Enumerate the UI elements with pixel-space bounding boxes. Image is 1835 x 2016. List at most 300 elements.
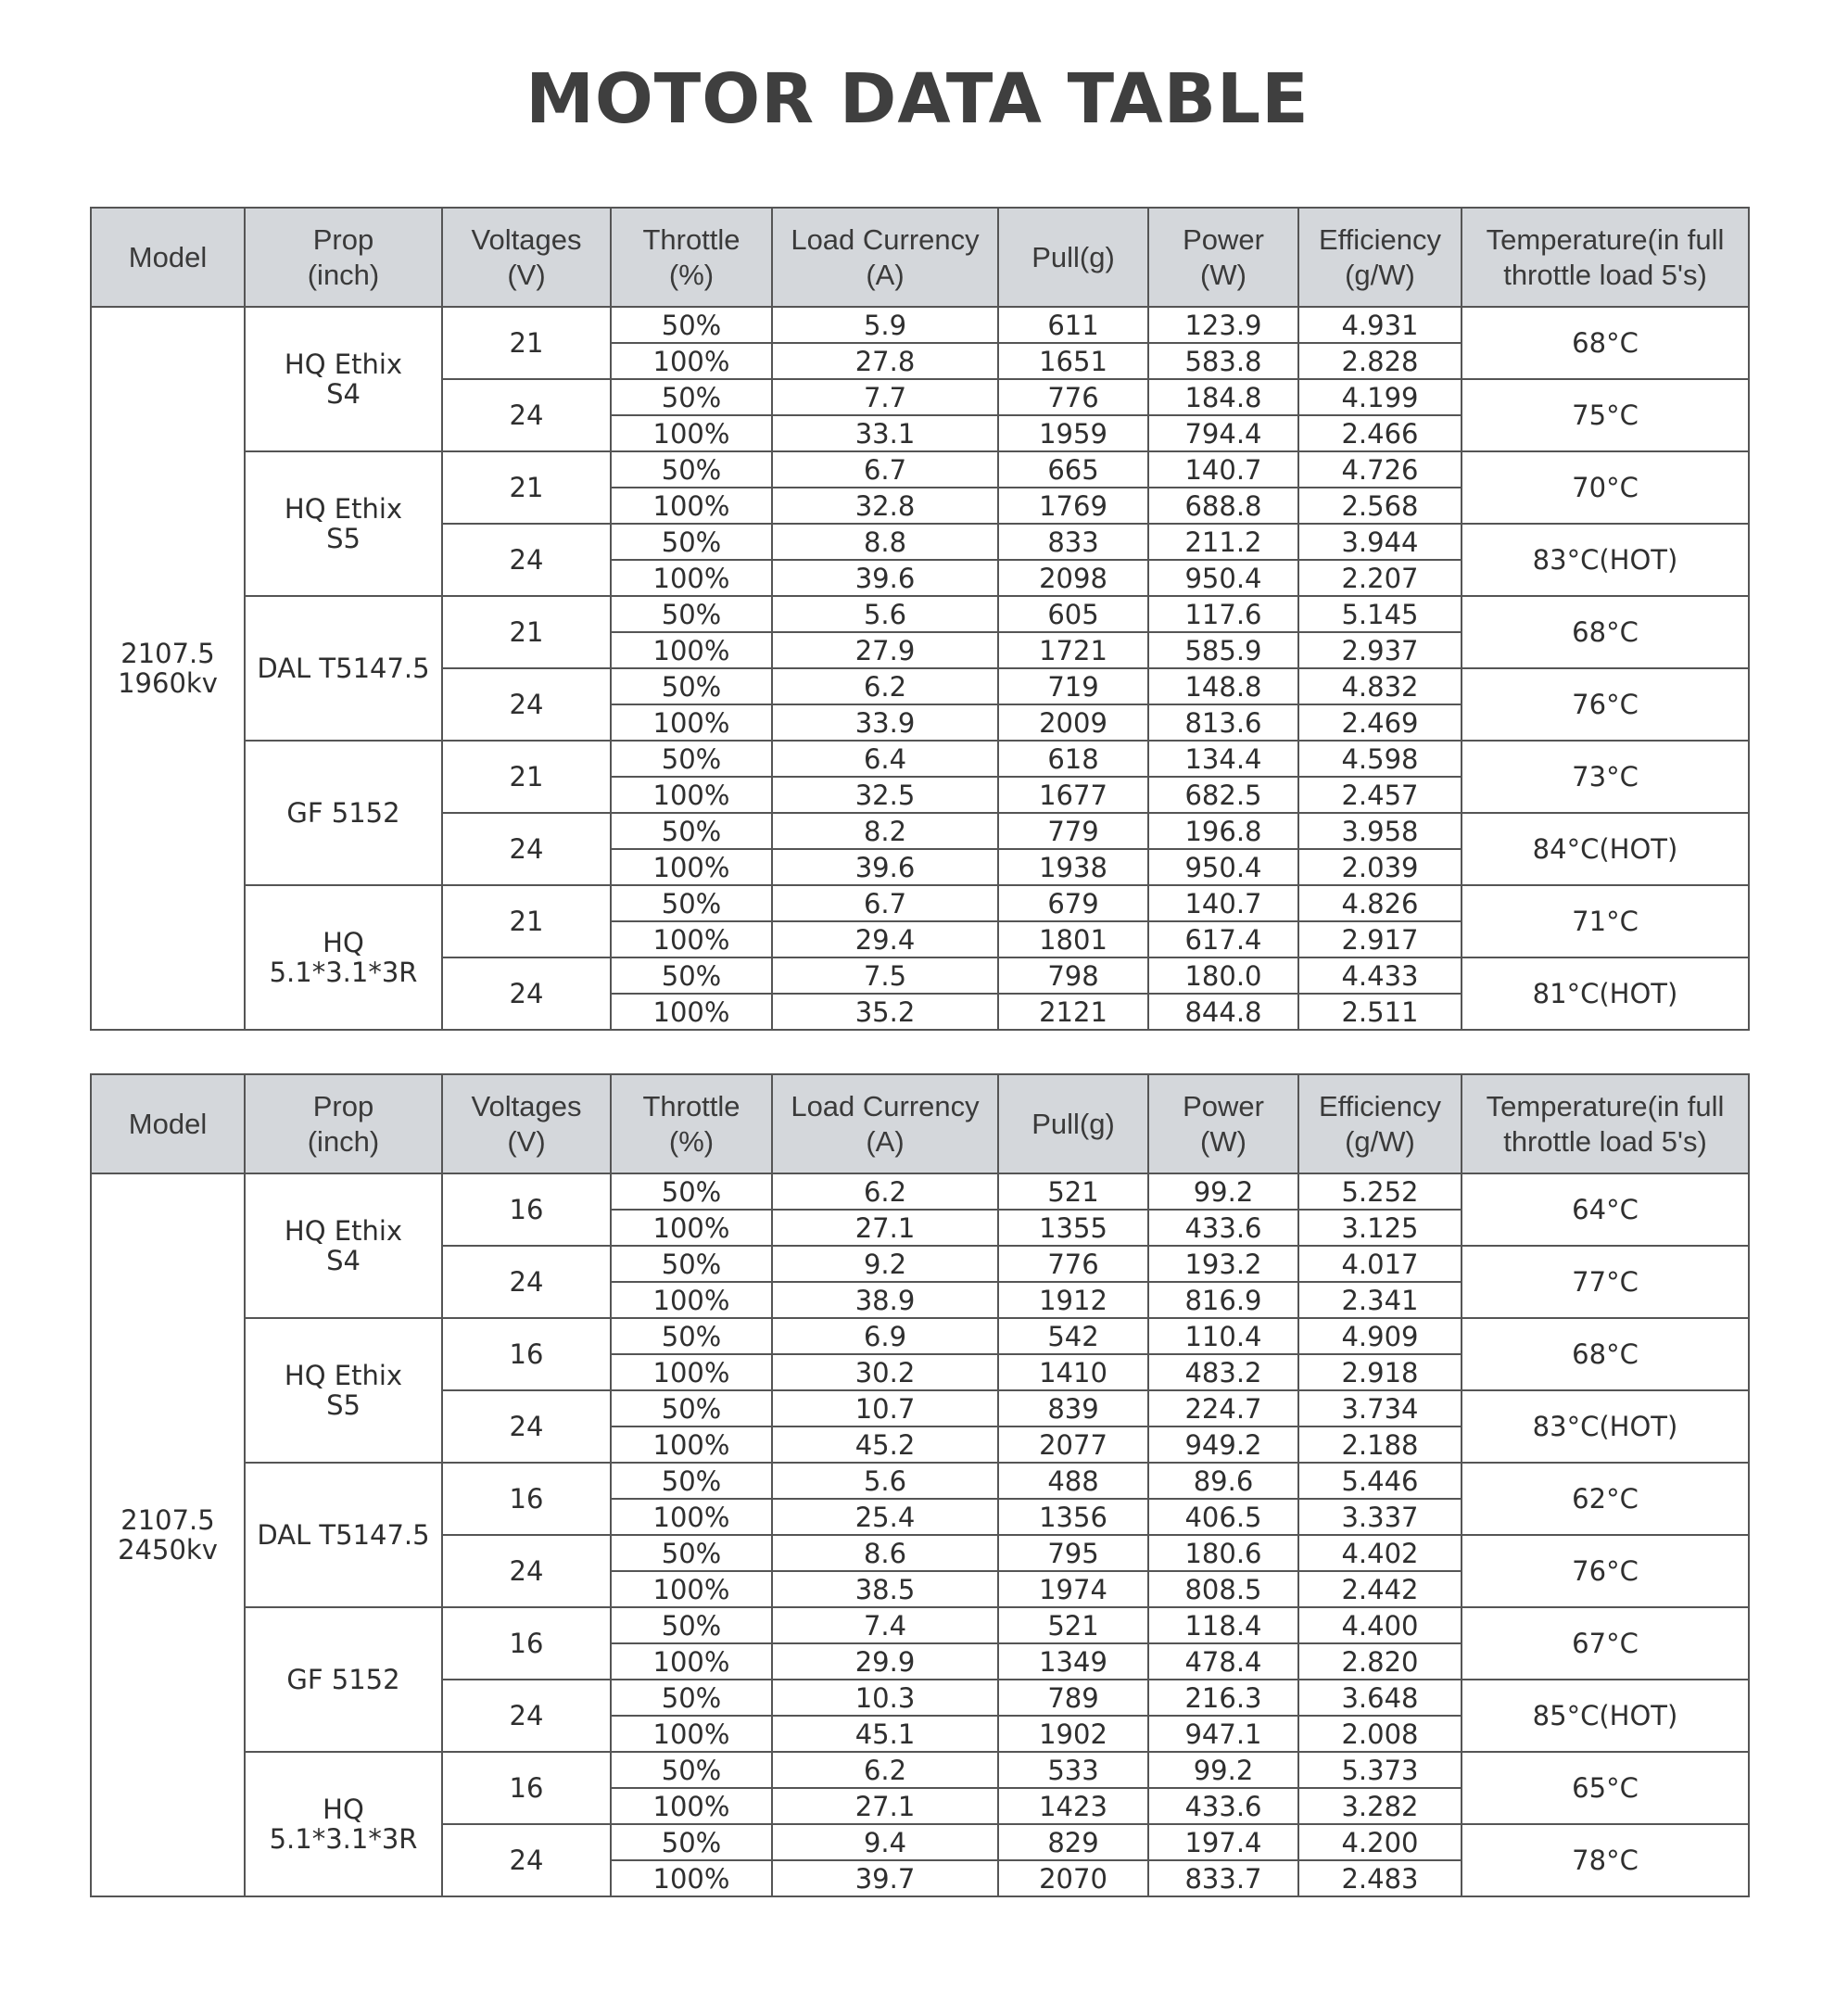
power-cell: 406.5: [1148, 1499, 1298, 1535]
pull-cell: 795: [998, 1535, 1148, 1571]
power-cell: 99.2: [1148, 1173, 1298, 1210]
power-cell: 110.4: [1148, 1318, 1298, 1354]
prop-cell: [245, 596, 442, 741]
pull-cell: 665: [998, 451, 1148, 488]
pull-cell: 1721: [998, 632, 1148, 668]
current-cell: 45.1: [772, 1716, 998, 1752]
power-cell: 184.8: [1148, 379, 1298, 415]
header-label-line: Pull(g): [1031, 240, 1115, 273]
efficiency-cell: 4.826: [1298, 885, 1462, 921]
efficiency-cell: 4.931: [1298, 307, 1462, 343]
table-row: [91, 885, 1749, 921]
prop-label-line: HQ: [323, 927, 364, 958]
efficiency-cell: 5.373: [1298, 1752, 1462, 1788]
voltage-cell: 21: [442, 741, 611, 813]
throttle-cell: 100%: [611, 1499, 772, 1535]
power-cell: 99.2: [1148, 1752, 1298, 1788]
throttle-cell: 100%: [611, 777, 772, 813]
current-cell: 27.8: [772, 343, 998, 379]
current-cell: 8.2: [772, 813, 998, 849]
temperature-cell: 76°C: [1462, 668, 1749, 741]
power-cell: 193.2: [1148, 1246, 1298, 1282]
throttle-cell: 50%: [611, 379, 772, 415]
temperature-cell: 64°C: [1462, 1173, 1749, 1246]
pull-cell: 779: [998, 813, 1148, 849]
header-label-line: (inch): [307, 1124, 380, 1158]
current-cell: 6.2: [772, 1173, 998, 1210]
throttle-cell: 50%: [611, 451, 772, 488]
pull-cell: 1356: [998, 1499, 1148, 1535]
header-load-currency: [772, 1074, 998, 1173]
throttle-cell: 100%: [611, 704, 772, 741]
header-prop: [245, 1074, 442, 1173]
temperature-cell: 65°C: [1462, 1752, 1749, 1824]
current-cell: 27.1: [772, 1210, 998, 1246]
header-label-line: (g/W): [1345, 1124, 1415, 1158]
header-label-line: Temperature(in full: [1486, 222, 1725, 256]
throttle-cell: 100%: [611, 1282, 772, 1318]
current-cell: 45.2: [772, 1426, 998, 1463]
throttle-cell: 100%: [611, 994, 772, 1030]
header-label-line: Prop: [312, 1089, 374, 1122]
pull-cell: 798: [998, 957, 1148, 994]
header-label-line: Load Currency: [791, 1089, 980, 1122]
efficiency-cell: 3.648: [1298, 1680, 1462, 1716]
header-efficiency: [1298, 208, 1462, 307]
voltage-cell: 24: [442, 813, 611, 885]
header-prop: [245, 208, 442, 307]
throttle-cell: 100%: [611, 1643, 772, 1680]
throttle-cell: 100%: [611, 343, 772, 379]
current-cell: 30.2: [772, 1354, 998, 1390]
current-cell: 38.5: [772, 1571, 998, 1607]
header-power: [1148, 1074, 1298, 1173]
current-cell: 5.6: [772, 596, 998, 632]
throttle-cell: 50%: [611, 1390, 772, 1426]
header-label-line: Model: [128, 240, 208, 273]
pull-cell: 1423: [998, 1788, 1148, 1824]
efficiency-cell: 3.337: [1298, 1499, 1462, 1535]
pull-cell: 611: [998, 307, 1148, 343]
power-cell: 433.6: [1148, 1210, 1298, 1246]
power-cell: 813.6: [1148, 704, 1298, 741]
header-label-line: (V): [507, 1124, 546, 1158]
efficiency-cell: 2.008: [1298, 1716, 1462, 1752]
pull-cell: 618: [998, 741, 1148, 777]
table-row: [91, 741, 1749, 777]
efficiency-cell: 2.917: [1298, 921, 1462, 957]
pull-cell: 1349: [998, 1643, 1148, 1680]
pull-cell: 1677: [998, 777, 1148, 813]
current-cell: 6.2: [772, 1752, 998, 1788]
header-label-line: Throttle: [642, 222, 740, 256]
prop-cell: [245, 307, 442, 451]
efficiency-cell: 2.918: [1298, 1354, 1462, 1390]
table-row: [91, 451, 1749, 488]
throttle-cell: 100%: [611, 488, 772, 524]
prop-label-line: GF 5152: [286, 797, 400, 829]
header-label-line: throttle load 5's): [1503, 1124, 1707, 1158]
power-cell: 947.1: [1148, 1716, 1298, 1752]
header-power: [1148, 208, 1298, 307]
power-cell: 816.9: [1148, 1282, 1298, 1318]
current-cell: 6.7: [772, 451, 998, 488]
current-cell: 7.5: [772, 957, 998, 994]
current-cell: 10.3: [772, 1680, 998, 1716]
header-voltages: [442, 1074, 611, 1173]
power-cell: 950.4: [1148, 849, 1298, 885]
temperature-cell: 68°C: [1462, 596, 1749, 668]
temperature-cell: 77°C: [1462, 1246, 1749, 1318]
prop-label-line: 5.1*3.1*3R: [269, 957, 418, 988]
current-cell: 32.8: [772, 488, 998, 524]
voltage-cell: 24: [442, 957, 611, 1030]
header-load-currency: [772, 208, 998, 307]
efficiency-cell: 2.188: [1298, 1426, 1462, 1463]
throttle-cell: 50%: [611, 1607, 772, 1643]
throttle-cell: 100%: [611, 921, 772, 957]
voltage-cell: 24: [442, 379, 611, 451]
voltage-cell: 24: [442, 1246, 611, 1318]
efficiency-cell: 4.400: [1298, 1607, 1462, 1643]
power-cell: 134.4: [1148, 741, 1298, 777]
throttle-cell: 50%: [611, 885, 772, 921]
header-model: [91, 1074, 245, 1173]
throttle-cell: 50%: [611, 741, 772, 777]
prop-cell: [245, 741, 442, 885]
prop-label-line: GF 5152: [286, 1664, 400, 1695]
header-throttle: [611, 208, 772, 307]
throttle-cell: 100%: [611, 632, 772, 668]
current-cell: 32.5: [772, 777, 998, 813]
header-label-line: Load Currency: [791, 222, 980, 256]
current-cell: 27.9: [772, 632, 998, 668]
power-cell: 123.9: [1148, 307, 1298, 343]
pull-cell: 1769: [998, 488, 1148, 524]
throttle-cell: 50%: [611, 813, 772, 849]
temperature-cell: 70°C: [1462, 451, 1749, 524]
prop-label-line: DAL T5147.5: [257, 1519, 430, 1551]
table-row: [91, 1173, 1749, 1210]
current-cell: 38.9: [772, 1282, 998, 1318]
model-cell: [91, 1173, 245, 1896]
prop-label-line: S5: [326, 523, 361, 554]
current-cell: 33.9: [772, 704, 998, 741]
header-efficiency: [1298, 1074, 1462, 1173]
temperature-cell: 83°C(HOT): [1462, 1390, 1749, 1463]
voltage-cell: 24: [442, 1824, 611, 1896]
prop-cell: [245, 885, 442, 1030]
header-label-line: Model: [128, 1107, 208, 1140]
header-temperature: [1462, 1074, 1749, 1173]
header-pull: [998, 208, 1148, 307]
current-cell: 6.7: [772, 885, 998, 921]
header-label-line: (W): [1200, 258, 1247, 291]
prop-label-line: HQ Ethix: [284, 349, 403, 380]
throttle-cell: 100%: [611, 849, 772, 885]
power-cell: 140.7: [1148, 885, 1298, 921]
efficiency-cell: 2.937: [1298, 632, 1462, 668]
voltage-cell: 21: [442, 307, 611, 379]
pull-cell: 1801: [998, 921, 1148, 957]
throttle-cell: 100%: [611, 1426, 772, 1463]
current-cell: 7.4: [772, 1607, 998, 1643]
header-label-line: Power: [1183, 1089, 1264, 1122]
prop-cell: [245, 1173, 442, 1318]
prop-label-line: HQ Ethix: [284, 493, 403, 525]
header-label-line: (A): [866, 1124, 905, 1158]
prop-label-line: HQ Ethix: [284, 1360, 403, 1391]
temperature-cell: 85°C(HOT): [1462, 1680, 1749, 1752]
current-cell: 29.4: [772, 921, 998, 957]
voltage-cell: 24: [442, 668, 611, 741]
voltage-cell: 24: [442, 1390, 611, 1463]
table-header: [91, 208, 1749, 307]
pull-cell: 2009: [998, 704, 1148, 741]
throttle-cell: 50%: [611, 1173, 772, 1210]
pull-cell: 1938: [998, 849, 1148, 885]
pull-cell: 1912: [998, 1282, 1148, 1318]
pull-cell: 488: [998, 1463, 1148, 1499]
throttle-cell: 50%: [611, 596, 772, 632]
voltage-cell: 21: [442, 885, 611, 957]
throttle-cell: 50%: [611, 1752, 772, 1788]
pull-cell: 521: [998, 1173, 1148, 1210]
pull-cell: 521: [998, 1607, 1148, 1643]
current-cell: 5.9: [772, 307, 998, 343]
header-label-line: Pull(g): [1031, 1107, 1115, 1140]
pull-cell: 1355: [998, 1210, 1148, 1246]
pull-cell: 776: [998, 379, 1148, 415]
current-cell: 6.2: [772, 668, 998, 704]
current-cell: 9.4: [772, 1824, 998, 1860]
table-row: [91, 1463, 1749, 1499]
efficiency-cell: 4.017: [1298, 1246, 1462, 1282]
power-cell: 197.4: [1148, 1824, 1298, 1860]
current-cell: 6.9: [772, 1318, 998, 1354]
current-cell: 35.2: [772, 994, 998, 1030]
throttle-cell: 50%: [611, 668, 772, 704]
temperature-cell: 78°C: [1462, 1824, 1749, 1896]
voltage-cell: 16: [442, 1318, 611, 1390]
efficiency-cell: 4.199: [1298, 379, 1462, 415]
current-cell: 25.4: [772, 1499, 998, 1535]
pull-cell: 542: [998, 1318, 1148, 1354]
efficiency-cell: 2.511: [1298, 994, 1462, 1030]
table-row: [91, 1607, 1749, 1643]
efficiency-cell: 4.200: [1298, 1824, 1462, 1860]
header-label-line: throttle load 5's): [1503, 258, 1707, 291]
temperature-cell: 68°C: [1462, 1318, 1749, 1390]
voltage-cell: 21: [442, 451, 611, 524]
power-cell: 211.2: [1148, 524, 1298, 560]
voltage-cell: 16: [442, 1173, 611, 1246]
table-row: [91, 1318, 1749, 1354]
table-row: [91, 1752, 1749, 1788]
power-cell: 196.8: [1148, 813, 1298, 849]
pull-cell: 1974: [998, 1571, 1148, 1607]
motor-table-2450kv: [90, 1073, 1750, 1897]
motor-table-1960kv: [90, 207, 1750, 1031]
throttle-cell: 100%: [611, 1354, 772, 1390]
prop-label-line: S4: [326, 1245, 361, 1276]
throttle-cell: 50%: [611, 1824, 772, 1860]
header-label-line: Prop: [312, 222, 374, 256]
power-cell: 688.8: [1148, 488, 1298, 524]
current-cell: 27.1: [772, 1788, 998, 1824]
header-model: [91, 208, 245, 307]
power-cell: 180.6: [1148, 1535, 1298, 1571]
efficiency-cell: 4.909: [1298, 1318, 1462, 1354]
efficiency-cell: 2.457: [1298, 777, 1462, 813]
power-cell: 216.3: [1148, 1680, 1298, 1716]
header-throttle: [611, 1074, 772, 1173]
throttle-cell: 100%: [611, 1571, 772, 1607]
prop-label-line: 5.1*3.1*3R: [269, 1823, 418, 1855]
temperature-cell: 68°C: [1462, 307, 1749, 379]
current-cell: 5.6: [772, 1463, 998, 1499]
header-label-line: Throttle: [642, 1089, 740, 1122]
voltage-cell: 16: [442, 1463, 611, 1535]
model-cell: [91, 307, 245, 1030]
pull-cell: 776: [998, 1246, 1148, 1282]
throttle-cell: 50%: [611, 1535, 772, 1571]
throttle-cell: 100%: [611, 1788, 772, 1824]
table-header: [91, 1074, 1749, 1173]
pull-cell: 719: [998, 668, 1148, 704]
temperature-cell: 84°C(HOT): [1462, 813, 1749, 885]
throttle-cell: 50%: [611, 1318, 772, 1354]
efficiency-cell: 3.734: [1298, 1390, 1462, 1426]
page-title: MOTOR DATA TABLE: [525, 59, 1310, 139]
current-cell: 9.2: [772, 1246, 998, 1282]
voltage-cell: 16: [442, 1607, 611, 1680]
efficiency-cell: 2.466: [1298, 415, 1462, 451]
efficiency-cell: 2.828: [1298, 343, 1462, 379]
model-label-line: 2450kv: [118, 1534, 218, 1566]
power-cell: 180.0: [1148, 957, 1298, 994]
efficiency-cell: 4.726: [1298, 451, 1462, 488]
power-cell: 224.7: [1148, 1390, 1298, 1426]
efficiency-cell: 2.469: [1298, 704, 1462, 741]
power-cell: 833.7: [1148, 1860, 1298, 1896]
power-cell: 433.6: [1148, 1788, 1298, 1824]
power-cell: 117.6: [1148, 596, 1298, 632]
throttle-cell: 50%: [611, 1463, 772, 1499]
current-cell: 39.6: [772, 849, 998, 885]
temperature-cell: 67°C: [1462, 1607, 1749, 1680]
throttle-cell: 100%: [611, 1860, 772, 1896]
temperature-cell: 83°C(HOT): [1462, 524, 1749, 596]
power-cell: 794.4: [1148, 415, 1298, 451]
efficiency-cell: 5.145: [1298, 596, 1462, 632]
temperature-cell: 71°C: [1462, 885, 1749, 957]
header-pull: [998, 1074, 1148, 1173]
voltage-cell: 24: [442, 1680, 611, 1752]
current-cell: 10.7: [772, 1390, 998, 1426]
efficiency-cell: 5.252: [1298, 1173, 1462, 1210]
pull-cell: 1651: [998, 343, 1148, 379]
model-label-line: 2107.5: [120, 1504, 215, 1536]
current-cell: 6.4: [772, 741, 998, 777]
prop-label-line: S5: [326, 1389, 361, 1421]
current-cell: 7.7: [772, 379, 998, 415]
throttle-cell: 50%: [611, 1246, 772, 1282]
current-cell: 8.6: [772, 1535, 998, 1571]
throttle-cell: 50%: [611, 524, 772, 560]
pull-cell: 789: [998, 1680, 1148, 1716]
prop-cell: [245, 1318, 442, 1463]
power-cell: 89.6: [1148, 1463, 1298, 1499]
power-cell: 140.7: [1148, 451, 1298, 488]
pull-cell: 1410: [998, 1354, 1148, 1390]
power-cell: 118.4: [1148, 1607, 1298, 1643]
power-cell: 844.8: [1148, 994, 1298, 1030]
header-label-line: Efficiency: [1318, 1089, 1442, 1122]
efficiency-cell: 2.820: [1298, 1643, 1462, 1680]
header-label-line: Efficiency: [1318, 222, 1442, 256]
power-cell: 483.2: [1148, 1354, 1298, 1390]
current-cell: 39.7: [772, 1860, 998, 1896]
prop-label-line: S4: [326, 378, 361, 410]
table-body: [91, 307, 1749, 1030]
header-label-line: Temperature(in full: [1486, 1089, 1725, 1122]
temperature-cell: 75°C: [1462, 379, 1749, 451]
temperature-cell: 81°C(HOT): [1462, 957, 1749, 1030]
throttle-cell: 100%: [611, 1716, 772, 1752]
temperature-cell: 76°C: [1462, 1535, 1749, 1607]
throttle-cell: 50%: [611, 957, 772, 994]
pull-cell: 829: [998, 1824, 1148, 1860]
efficiency-cell: 3.125: [1298, 1210, 1462, 1246]
throttle-cell: 100%: [611, 560, 772, 596]
power-cell: 148.8: [1148, 668, 1298, 704]
prop-cell: [245, 451, 442, 596]
throttle-cell: 100%: [611, 1210, 772, 1246]
model-label-line: 1960kv: [118, 667, 218, 699]
efficiency-cell: 4.402: [1298, 1535, 1462, 1571]
pull-cell: 2121: [998, 994, 1148, 1030]
voltage-cell: 21: [442, 596, 611, 668]
temperature-cell: 62°C: [1462, 1463, 1749, 1535]
prop-cell: [245, 1607, 442, 1752]
pull-cell: 2077: [998, 1426, 1148, 1463]
prop-label-line: HQ Ethix: [284, 1215, 403, 1247]
efficiency-cell: 2.568: [1298, 488, 1462, 524]
efficiency-cell: 2.207: [1298, 560, 1462, 596]
header-voltages: [442, 208, 611, 307]
table-body: [91, 1173, 1749, 1896]
efficiency-cell: 2.039: [1298, 849, 1462, 885]
efficiency-cell: 3.282: [1298, 1788, 1462, 1824]
power-cell: 682.5: [1148, 777, 1298, 813]
header-label-line: Voltages: [471, 222, 582, 256]
voltage-cell: 24: [442, 1535, 611, 1607]
header-label-line: (A): [866, 258, 905, 291]
current-cell: 8.8: [772, 524, 998, 560]
throttle-cell: 100%: [611, 415, 772, 451]
efficiency-cell: 4.832: [1298, 668, 1462, 704]
power-cell: 585.9: [1148, 632, 1298, 668]
pull-cell: 1959: [998, 415, 1148, 451]
prop-label-line: HQ: [323, 1794, 364, 1825]
current-cell: 39.6: [772, 560, 998, 596]
header-label-line: (%): [668, 1124, 715, 1158]
power-cell: 617.4: [1148, 921, 1298, 957]
pull-cell: 839: [998, 1390, 1148, 1426]
prop-label-line: DAL T5147.5: [257, 653, 430, 684]
header-temperature: [1462, 208, 1749, 307]
